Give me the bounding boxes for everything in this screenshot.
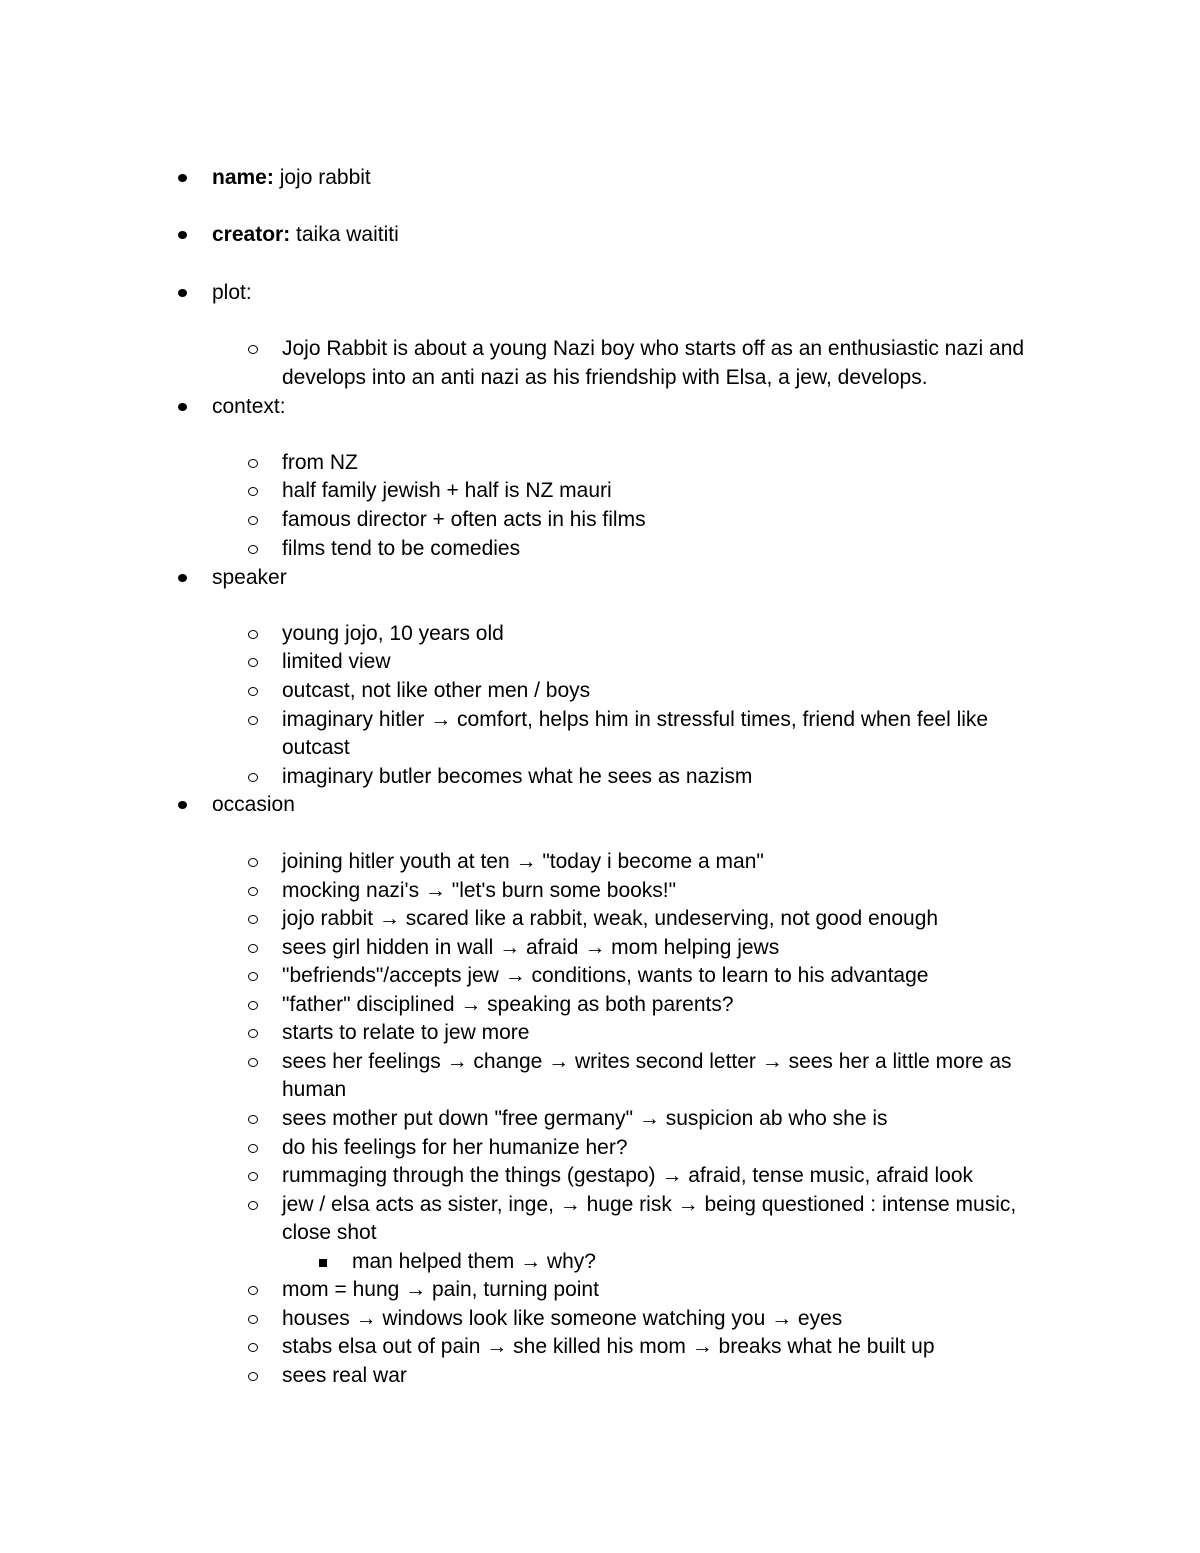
occasion-item-text: mom = hung → pain, turning point xyxy=(282,1278,599,1301)
context-heading xyxy=(212,393,286,422)
context-item xyxy=(282,449,358,478)
speaker-item-line-2: outcast xyxy=(282,736,350,759)
occasion-item xyxy=(282,1191,1016,1220)
creator-item xyxy=(212,221,399,250)
bullet-circle-icon xyxy=(248,1029,258,1038)
speaker-item-continued xyxy=(282,734,350,763)
bullet-dot-icon xyxy=(178,174,187,182)
bullet-circle-icon xyxy=(248,1058,258,1067)
bullet-square-icon xyxy=(319,1259,327,1267)
context-item-text: from NZ xyxy=(282,451,358,474)
bullet-circle-icon xyxy=(248,887,258,896)
occasion-item-text: "father" disciplined → speaking as both parents? xyxy=(282,993,734,1016)
speaker-heading-text: speaker xyxy=(212,566,287,589)
speaker-item xyxy=(282,620,504,649)
occasion-item xyxy=(282,905,938,934)
bullet-circle-icon xyxy=(248,658,258,667)
occasion-item-line-2: close shot xyxy=(282,1221,377,1244)
bullet-circle-icon xyxy=(248,687,258,696)
occasion-item xyxy=(282,962,928,991)
occasion-item xyxy=(282,1134,628,1163)
bullet-circle-icon xyxy=(248,345,258,354)
occasion-item-line-1: jew / elsa acts as sister, inge, → huge risk → being questioned : intense music, xyxy=(282,1193,1017,1216)
speaker-item-line-1: imaginary hitler → comfort, helps him in stressful times, friend when feel like xyxy=(282,708,989,731)
bullet-circle-icon xyxy=(248,487,258,496)
bullet-dot-icon xyxy=(178,801,187,809)
name-label: name: xyxy=(212,166,274,189)
occasion-item-text: sees mother put down "free germany" → suspicion ab who she is xyxy=(282,1107,888,1130)
bullet-circle-icon xyxy=(248,1315,258,1324)
plot-heading-text: plot: xyxy=(212,281,252,304)
occasion-subitem-text: man helped them → why? xyxy=(352,1250,596,1273)
bullet-circle-icon xyxy=(248,1343,258,1352)
bullet-dot-icon xyxy=(178,574,187,582)
context-item xyxy=(282,506,646,535)
occasion-item-text: joining hitler youth at ten → "today i become a man" xyxy=(282,850,764,873)
speaker-heading xyxy=(212,564,287,593)
occasion-item-text: stabs elsa out of pain → she killed his mom → breaks what he built up xyxy=(282,1335,935,1358)
occasion-item-text: do his feelings for her humanize her? xyxy=(282,1136,628,1159)
bullet-circle-icon xyxy=(248,516,258,525)
occasion-item-text: mocking nazi's → "let's burn some books!" xyxy=(282,879,677,902)
occasion-item xyxy=(282,1105,888,1134)
occasion-item xyxy=(282,1362,407,1391)
occasion-item xyxy=(282,877,676,906)
context-item xyxy=(282,535,520,564)
occasion-item-text: sees real war xyxy=(282,1364,407,1387)
occasion-item xyxy=(282,991,734,1020)
bullet-dot-icon xyxy=(178,403,187,411)
occasion-heading-text: occasion xyxy=(212,793,295,816)
bullet-circle-icon xyxy=(248,858,258,867)
occasion-item xyxy=(282,1048,1012,1077)
bullet-circle-icon xyxy=(248,1001,258,1010)
occasion-item-text: sees girl hidden in wall → afraid → mom helping jews xyxy=(282,936,780,959)
plot-item xyxy=(282,335,1024,364)
occasion-heading xyxy=(212,791,295,820)
plot-item-line-2: develops into an anti nazi as his friendship with Elsa, a jew, develops. xyxy=(282,366,928,389)
bullet-circle-icon xyxy=(248,1144,258,1153)
context-item xyxy=(282,477,612,506)
bullet-circle-icon xyxy=(248,1201,258,1210)
bullet-circle-icon xyxy=(248,545,258,554)
plot-item-continued xyxy=(282,364,928,393)
occasion-item-text: houses → windows look like someone watching you → eyes xyxy=(282,1307,843,1330)
occasion-item xyxy=(282,848,764,877)
occasion-item-text: jojo rabbit → scared like a rabbit, weak, undeserving, not good enough xyxy=(282,907,939,930)
bullet-circle-icon xyxy=(248,630,258,639)
occasion-item xyxy=(282,934,779,963)
occasion-item-text: rummaging through the things (gestapo) → afraid, tense music, afraid look xyxy=(282,1164,974,1187)
context-item-text: films tend to be comedies xyxy=(282,537,521,560)
occasion-item xyxy=(282,1305,842,1334)
occasion-item xyxy=(282,1333,935,1362)
speaker-item-text: imaginary butler becomes what he sees as nazism xyxy=(282,765,753,788)
occasion-item-line-2: human xyxy=(282,1078,347,1101)
bullet-dot-icon xyxy=(178,289,187,297)
bullet-circle-icon xyxy=(248,944,258,953)
occasion-item-continued xyxy=(282,1219,377,1248)
speaker-item xyxy=(282,648,391,677)
speaker-item-text: limited view xyxy=(282,650,391,673)
occasion-item xyxy=(282,1162,973,1191)
context-heading-text: context: xyxy=(212,395,286,418)
bullet-circle-icon xyxy=(248,1286,258,1295)
occasion-item xyxy=(282,1019,529,1048)
context-item-text: famous director + often acts in his films xyxy=(282,508,646,531)
occasion-item-line-1: sees her feelings → change → writes second letter → sees her a little more as xyxy=(282,1050,1012,1073)
bullet-circle-icon xyxy=(248,716,258,725)
bullet-circle-icon xyxy=(248,1172,258,1181)
occasion-item xyxy=(282,1276,599,1305)
plot-heading xyxy=(212,279,252,308)
occasion-item-text: starts to relate to jew more xyxy=(282,1021,530,1044)
bullet-circle-icon xyxy=(248,773,258,782)
speaker-item xyxy=(282,763,752,792)
context-item-text: half family jewish + half is NZ mauri xyxy=(282,479,612,502)
occasion-item-continued xyxy=(282,1076,346,1105)
occasion-subitem xyxy=(352,1248,596,1277)
speaker-item-text: young jojo, 10 years old xyxy=(282,622,504,645)
bullet-circle-icon xyxy=(248,972,258,981)
speaker-item xyxy=(282,677,590,706)
bullet-dot-icon xyxy=(178,231,187,239)
name-item xyxy=(212,164,371,193)
creator-label: creator: xyxy=(212,223,291,246)
creator-value: taika waititi xyxy=(296,223,399,246)
bullet-circle-icon xyxy=(248,915,258,924)
speaker-item-text: outcast, not like other men / boys xyxy=(282,679,591,702)
occasion-item-text: "befriends"/accepts jew → conditions, wants to learn to his advantage xyxy=(282,964,929,987)
bullet-circle-icon xyxy=(248,1115,258,1124)
speaker-item xyxy=(282,706,988,735)
name-value: jojo rabbit xyxy=(279,166,371,189)
bullet-circle-icon xyxy=(248,1372,258,1381)
plot-item-line-1: Jojo Rabbit is about a young Nazi boy who starts off as an enthusiastic nazi and xyxy=(282,337,1025,360)
bullet-circle-icon xyxy=(248,459,258,468)
